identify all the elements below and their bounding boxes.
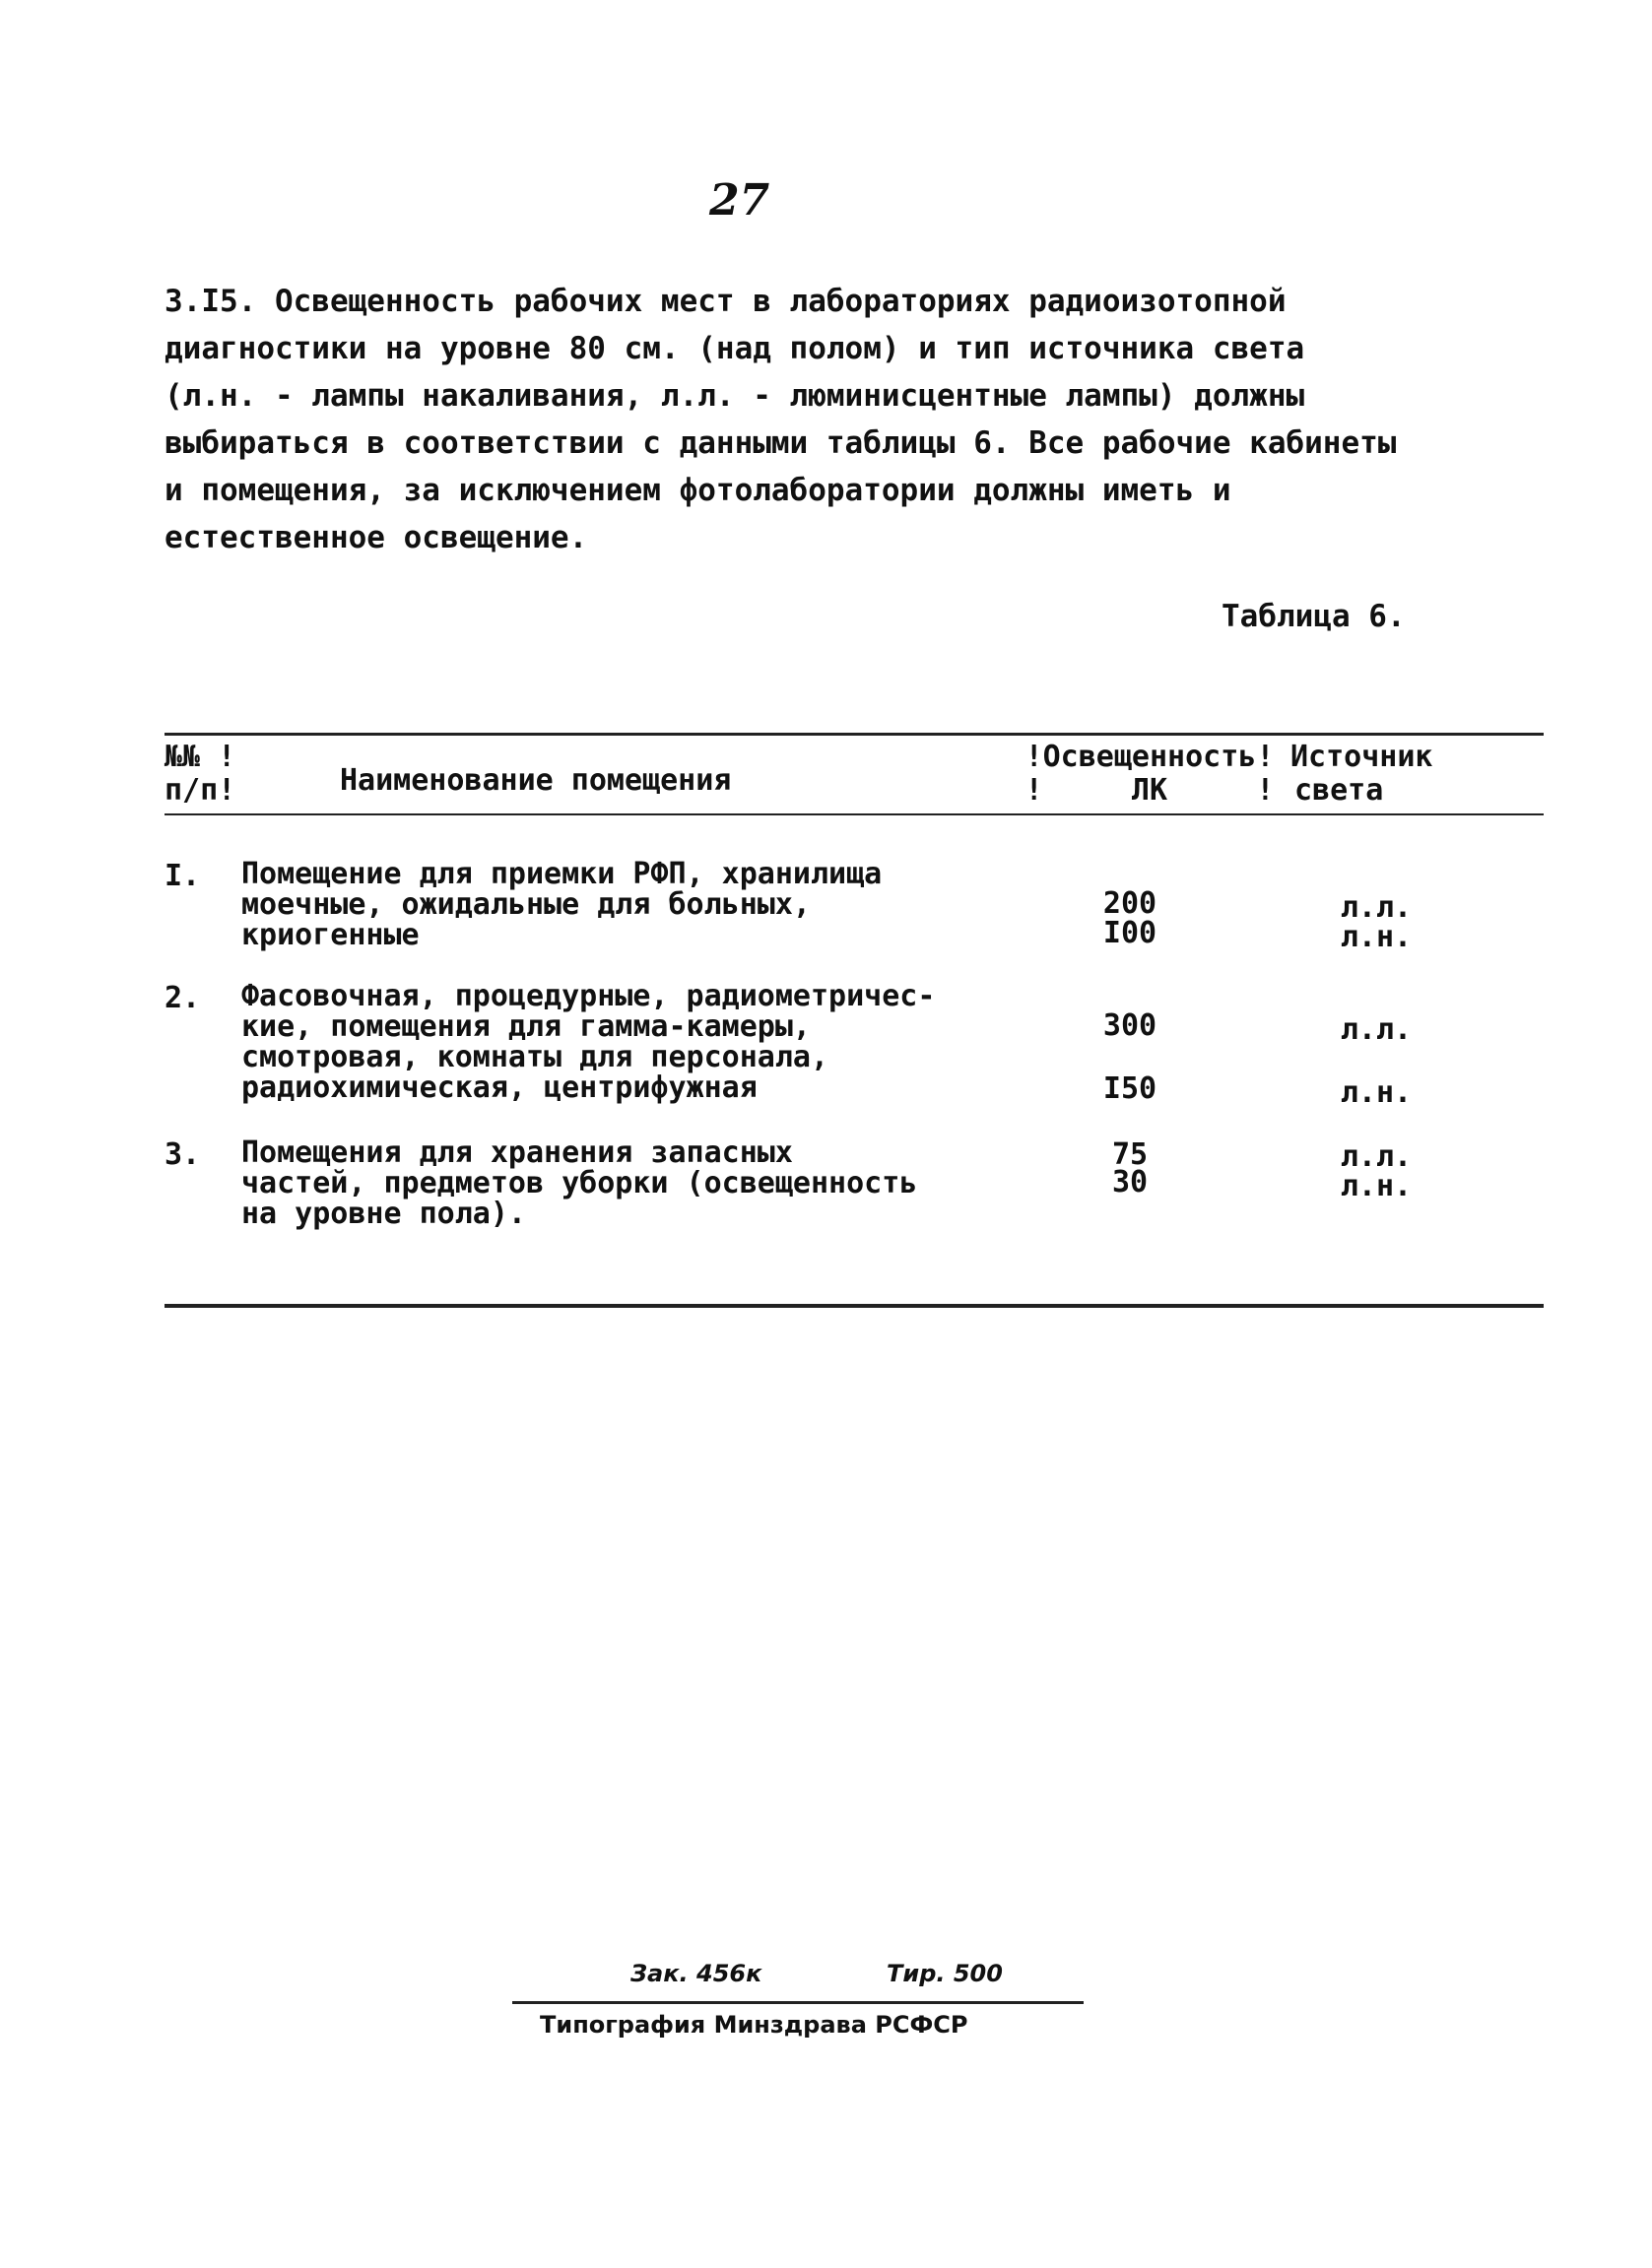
row-name-line: на уровне пола). bbox=[241, 1197, 526, 1231]
row-name-line: частей, предметов уборки (освещенность bbox=[241, 1166, 918, 1200]
lux-value: 300 bbox=[1102, 1008, 1157, 1043]
imprint-divider bbox=[512, 2001, 1084, 2004]
row-name-line: моечные, ожидальные для больных, bbox=[241, 887, 811, 922]
source-value: л.н. bbox=[1340, 920, 1413, 954]
lux-value: 75 bbox=[1111, 1137, 1149, 1172]
page-number: 27 bbox=[709, 175, 770, 226]
paragraph-line: 3.I5. Освещенность рабочих мест в лабораториях радиоизотопной bbox=[165, 284, 1287, 319]
body-paragraph bbox=[165, 278, 1514, 561]
source-value: л.л. bbox=[1340, 1139, 1413, 1174]
paragraph-line: и помещения, за исключением фотолаборатории должны иметь и bbox=[165, 473, 1231, 508]
row-room-name bbox=[241, 981, 935, 1103]
paragraph-line: естественное освещение. bbox=[165, 520, 588, 555]
order-number: Зак. 456к bbox=[630, 1960, 762, 1987]
row-name-line: кие, помещения для гамма-камеры, bbox=[241, 1009, 811, 1044]
row-name-line: Помещения для хранения запасных bbox=[241, 1135, 793, 1170]
header-illuminance bbox=[1007, 741, 1292, 808]
row-number: 2. bbox=[165, 981, 201, 1015]
print-run: Тир. 500 bbox=[887, 1960, 1003, 1987]
header-light-source bbox=[1290, 741, 1433, 808]
printer-name: Типография Минздрава РСФСР bbox=[540, 2011, 968, 2039]
paragraph-line: выбираться в соответствии с данными таблицы 6. Все рабочие кабинеты bbox=[165, 425, 1397, 461]
row-room-name bbox=[241, 859, 882, 950]
lux-value: I00 bbox=[1102, 916, 1157, 950]
header-number-line1: №№ ! bbox=[165, 740, 236, 774]
header-source-line1: Источник bbox=[1290, 740, 1433, 774]
paragraph-line: (л.н. - лампы накаливания, л.л. - люминисцентные лампы) должны bbox=[165, 378, 1305, 414]
table-header-rule bbox=[165, 813, 1544, 815]
row-name-line: радиохимическая, центрифужная bbox=[241, 1070, 758, 1105]
header-room-name: Наименование помещения bbox=[340, 763, 732, 798]
table-top-rule bbox=[165, 733, 1544, 736]
source-value: л.н. bbox=[1340, 1169, 1413, 1203]
header-number bbox=[165, 741, 235, 808]
paragraph-line: диагностики на уровне 80 см. (над полом) и тип источника света bbox=[165, 331, 1305, 366]
table-bottom-rule bbox=[165, 1304, 1544, 1308]
source-value: л.л. bbox=[1340, 1012, 1413, 1047]
source-value: л.л. bbox=[1340, 890, 1413, 925]
row-number: I. bbox=[165, 859, 201, 893]
lux-value: I50 bbox=[1102, 1071, 1157, 1106]
table-caption: Таблица 6. bbox=[1222, 599, 1406, 634]
header-illuminance-line1: !Освещенность! bbox=[1024, 740, 1275, 774]
row-name-line: Помещение для приемки РФП, хранилища bbox=[241, 857, 883, 891]
lux-value: 30 bbox=[1111, 1165, 1149, 1199]
row-number: 3. bbox=[165, 1137, 201, 1172]
row-name-line: смотровая, комнаты для персонала, bbox=[241, 1040, 829, 1074]
row-room-name bbox=[241, 1137, 917, 1229]
row-name-line: криогенные bbox=[241, 918, 420, 952]
source-value: л.н. bbox=[1340, 1075, 1413, 1110]
header-number-line2: п/п! bbox=[165, 773, 236, 808]
header-source-line2: света bbox=[1294, 773, 1384, 808]
header-illuminance-line2: ! ЛК ! bbox=[1024, 773, 1275, 808]
row-name-line: Фасовочная, процедурные, радиометричес- bbox=[241, 979, 936, 1013]
lux-value: 200 bbox=[1102, 886, 1157, 921]
